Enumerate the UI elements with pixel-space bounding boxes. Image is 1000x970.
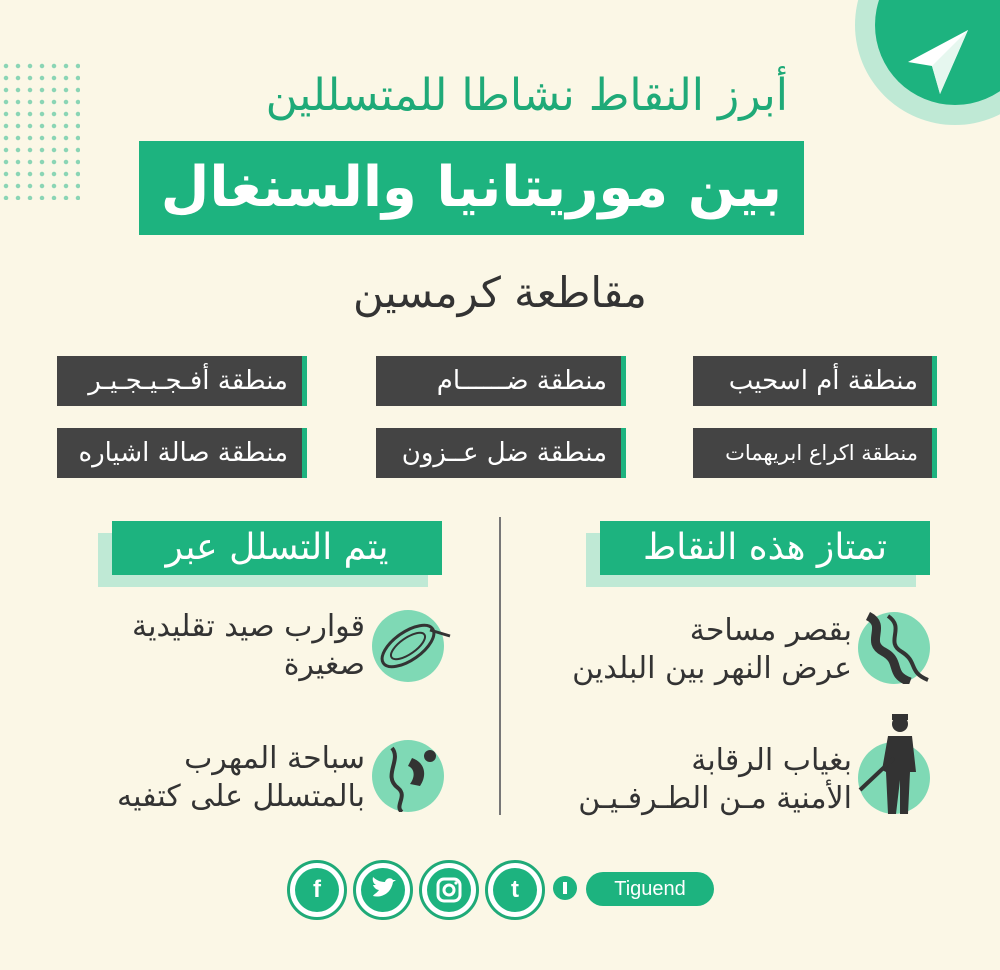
features-heading: تمتاز هذه النقاط [600,521,930,575]
boat-icon [372,610,444,682]
facebook-icon: f [295,868,339,912]
method-line-1: سباحة المهرب [184,741,365,776]
method-line-2: بالمتسلل على كتفيه [117,779,365,814]
subtitle: مقاطعة كرمسين [353,268,647,317]
feature-item [578,742,852,818]
instagram-icon [427,868,471,912]
twitter-button[interactable] [353,860,413,920]
region-tag: منطقة صالة اشياره [57,428,307,478]
method-item [132,608,365,684]
tumblr-icon: t [493,868,537,912]
feature-line-1: بغياب الرقابة [691,743,852,778]
method-item [117,740,365,816]
tumblr-button[interactable] [485,860,545,920]
feature-item [572,612,852,688]
twitter-icon [361,868,405,912]
method-line-2: صغيرة [283,647,365,682]
facebook-button[interactable] [287,860,347,920]
region-tag: منطقة أفـجـيـجـيـر [57,356,307,406]
title-line-1: أبرز النقاط نشاطا للمتسللين [265,70,788,121]
title-line-2: بين موريتانيا والسنغال [139,141,804,235]
soldier-icon [858,742,930,814]
methods-heading: يتم التسلل عبر [112,521,442,575]
region-tag: منطقة ضــــــام [376,356,626,406]
region-tag: منطقة أم اسحيب [693,356,937,406]
method-line-1: قوارب صيد تقليدية [132,609,365,644]
brand-label: Tiguend [586,872,714,906]
bullet-icon [553,876,577,900]
logo-arrow-icon [898,22,978,102]
region-tag: منطقة ضل عــزون [376,428,626,478]
feature-line-2: الأمنية مـن الطـرفـيـن [578,781,852,816]
instagram-button[interactable] [419,860,479,920]
dot-pattern [0,60,80,200]
feature-line-2: عرض النهر بين البلدين [572,651,852,686]
feature-line-1: بقصر مساحة [689,613,852,648]
swimmer-icon [372,740,444,812]
column-divider [499,517,501,815]
region-tag: منطقة اكراع ابريهمات [693,428,937,478]
river-icon [858,612,930,684]
